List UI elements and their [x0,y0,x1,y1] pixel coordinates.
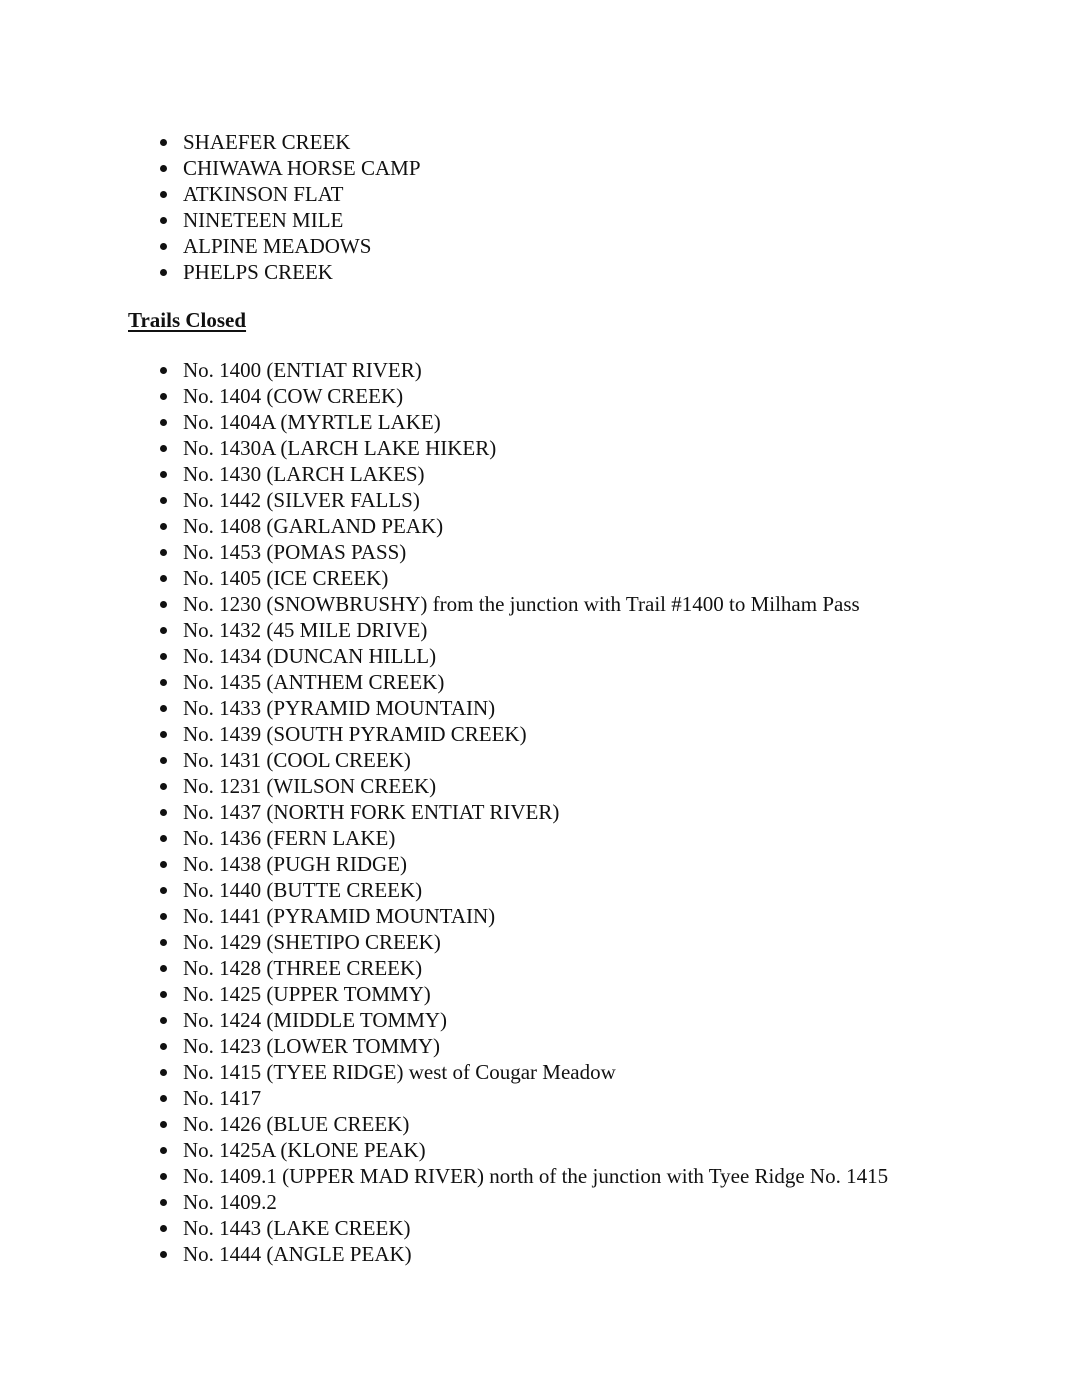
bullet-icon [160,1017,167,1024]
trail-item-text: No. 1425 (UPPER TOMMY) [183,982,431,1006]
campground-item [160,129,421,155]
trail-item-text: No. 1440 (BUTTE CREEK) [183,878,423,902]
campground-item-text: CHIWAWA HORSE CAMP [183,156,421,180]
bullet-icon [160,1147,167,1154]
trail-item-text: No. 1443 (LAKE CREEK) [183,1216,411,1240]
trail-item [160,929,888,955]
trail-item [160,487,888,513]
trail-item-text: No. 1437 (NORTH FORK ENTIAT RIVER) [183,800,560,824]
trail-item-text: No. 1434 (DUNCAN HILLL) [183,644,437,668]
trail-item [160,1111,888,1137]
trail-item [160,903,888,929]
trail-item-text: No. 1231 (WILSON CREEK) [183,774,437,798]
campground-item-text: ALPINE MEADOWS [183,234,372,258]
bullet-icon [160,809,167,816]
trail-item [160,1215,888,1241]
trail-item-text: No. 1408 (GARLAND PEAK) [183,514,444,538]
trail-item [160,1059,888,1085]
trail-item [160,877,888,903]
trail-item-text: No. 1409.2 [183,1190,277,1214]
bullet-icon [160,1225,167,1232]
bullet-icon [160,139,167,146]
bullet-icon [160,575,167,582]
campground-item [160,207,421,233]
trail-item [160,825,888,851]
campground-item-text: PHELPS CREEK [183,260,333,284]
trail-item-text: No. 1405 (ICE CREEK) [183,566,389,590]
bullet-icon [160,243,167,250]
bullet-icon [160,991,167,998]
campground-item [160,259,421,285]
campground-item-text: SHAEFER CREEK [183,130,351,154]
bullet-icon [160,367,167,374]
trail-item-text: No. 1404A (MYRTLE LAKE) [183,410,441,434]
trail-item-text: No. 1453 (POMAS PASS) [183,540,407,564]
bullet-icon [160,1173,167,1180]
trail-item-text: No. 1430A (LARCH LAKE HIKER) [183,436,497,460]
trail-item-text: No. 1435 (ANTHEM CREEK) [183,670,445,694]
trail-item [160,981,888,1007]
trail-list [160,357,888,1267]
campground-item-text: ATKINSON FLAT [183,182,344,206]
trail-item-text: No. 1430 (LARCH LAKES) [183,462,425,486]
bullet-icon [160,913,167,920]
campground-item [160,155,421,181]
trail-item [160,851,888,877]
bullet-icon [160,419,167,426]
trail-item [160,357,888,383]
trail-item [160,617,888,643]
trail-item [160,461,888,487]
trail-item-text: No. 1424 (MIDDLE TOMMY) [183,1008,448,1032]
trail-item [160,695,888,721]
trail-item-text: No. 1415 (TYEE RIDGE) west of Cougar Meadow [183,1060,616,1084]
campground-list [160,129,421,285]
trail-item-text: No. 1433 (PYRAMID MOUNTAIN) [183,696,496,720]
trail-item [160,747,888,773]
trail-item-text: No. 1428 (THREE CREEK) [183,956,423,980]
bullet-icon [160,861,167,868]
trail-item-text: No. 1431 (COOL CREEK) [183,748,411,772]
trail-item-text: No. 1432 (45 MILE DRIVE) [183,618,428,642]
trail-item [160,1085,888,1111]
trail-item-text: No. 1400 (ENTIAT RIVER) [183,358,422,382]
trail-item-text: No. 1442 (SILVER FALLS) [183,488,420,512]
trail-item-text: No. 1230 (SNOWBRUSHY) from the junction with Trail #1400 to Milham Pass [183,592,860,616]
bullet-icon [160,653,167,660]
bullet-icon [160,1251,167,1258]
bullet-icon [160,679,167,686]
bullet-icon [160,191,167,198]
bullet-icon [160,393,167,400]
bullet-icon [160,217,167,224]
campground-item-text: NINETEEN MILE [183,208,344,232]
trail-item [160,721,888,747]
trail-item [160,643,888,669]
trail-item-text: No. 1438 (PUGH RIDGE) [183,852,407,876]
bullet-icon [160,1121,167,1128]
trail-item-text: No. 1404 (COW CREEK) [183,384,404,408]
bullet-icon [160,1199,167,1206]
bullet-icon [160,1095,167,1102]
bullet-icon [160,783,167,790]
trail-item [160,1137,888,1163]
bullet-icon [160,887,167,894]
bullet-icon [160,601,167,608]
trail-item-text: No. 1436 (FERN LAKE) [183,826,396,850]
trail-item [160,1007,888,1033]
bullet-icon [160,835,167,842]
trail-item [160,591,888,617]
trail-item-text: No. 1444 (ANGLE PEAK) [183,1242,412,1266]
trail-item-text: No. 1426 (BLUE CREEK) [183,1112,410,1136]
trail-item-text: No. 1441 (PYRAMID MOUNTAIN) [183,904,496,928]
bullet-icon [160,445,167,452]
bullet-icon [160,497,167,504]
trail-item-text: No. 1439 (SOUTH PYRAMID CREEK) [183,722,527,746]
bullet-icon [160,549,167,556]
bullet-icon [160,627,167,634]
bullet-icon [160,939,167,946]
trail-item [160,409,888,435]
trail-item-text: No. 1429 (SHETIPO CREEK) [183,930,441,954]
trail-item [160,435,888,461]
bullet-icon [160,523,167,530]
bullet-icon [160,1069,167,1076]
bullet-icon [160,1043,167,1050]
trail-item [160,669,888,695]
bullet-icon [160,757,167,764]
trail-item [160,513,888,539]
trail-item [160,1189,888,1215]
trail-item-text: No. 1423 (LOWER TOMMY) [183,1034,441,1058]
trail-item [160,1241,888,1267]
trail-item [160,773,888,799]
trail-item [160,955,888,981]
trail-item-text: No. 1409.1 (UPPER MAD RIVER) north of the junction with Tyee Ridge No. 1415 [183,1164,889,1188]
trail-item [160,383,888,409]
trail-item-text: No. 1425A (KLONE PEAK) [183,1138,426,1162]
bullet-icon [160,965,167,972]
bullet-icon [160,471,167,478]
trail-item [160,1033,888,1059]
bullet-icon [160,731,167,738]
bullet-icon [160,269,167,276]
trail-item [160,1163,888,1189]
trail-item [160,539,888,565]
trail-item [160,799,888,825]
bullet-icon [160,165,167,172]
bullet-icon [160,705,167,712]
campground-item [160,233,421,259]
trail-item [160,565,888,591]
trails-closed-heading: Trails Closed [128,308,247,332]
trail-item-text: No. 1417 [183,1086,262,1110]
campground-item [160,181,421,207]
